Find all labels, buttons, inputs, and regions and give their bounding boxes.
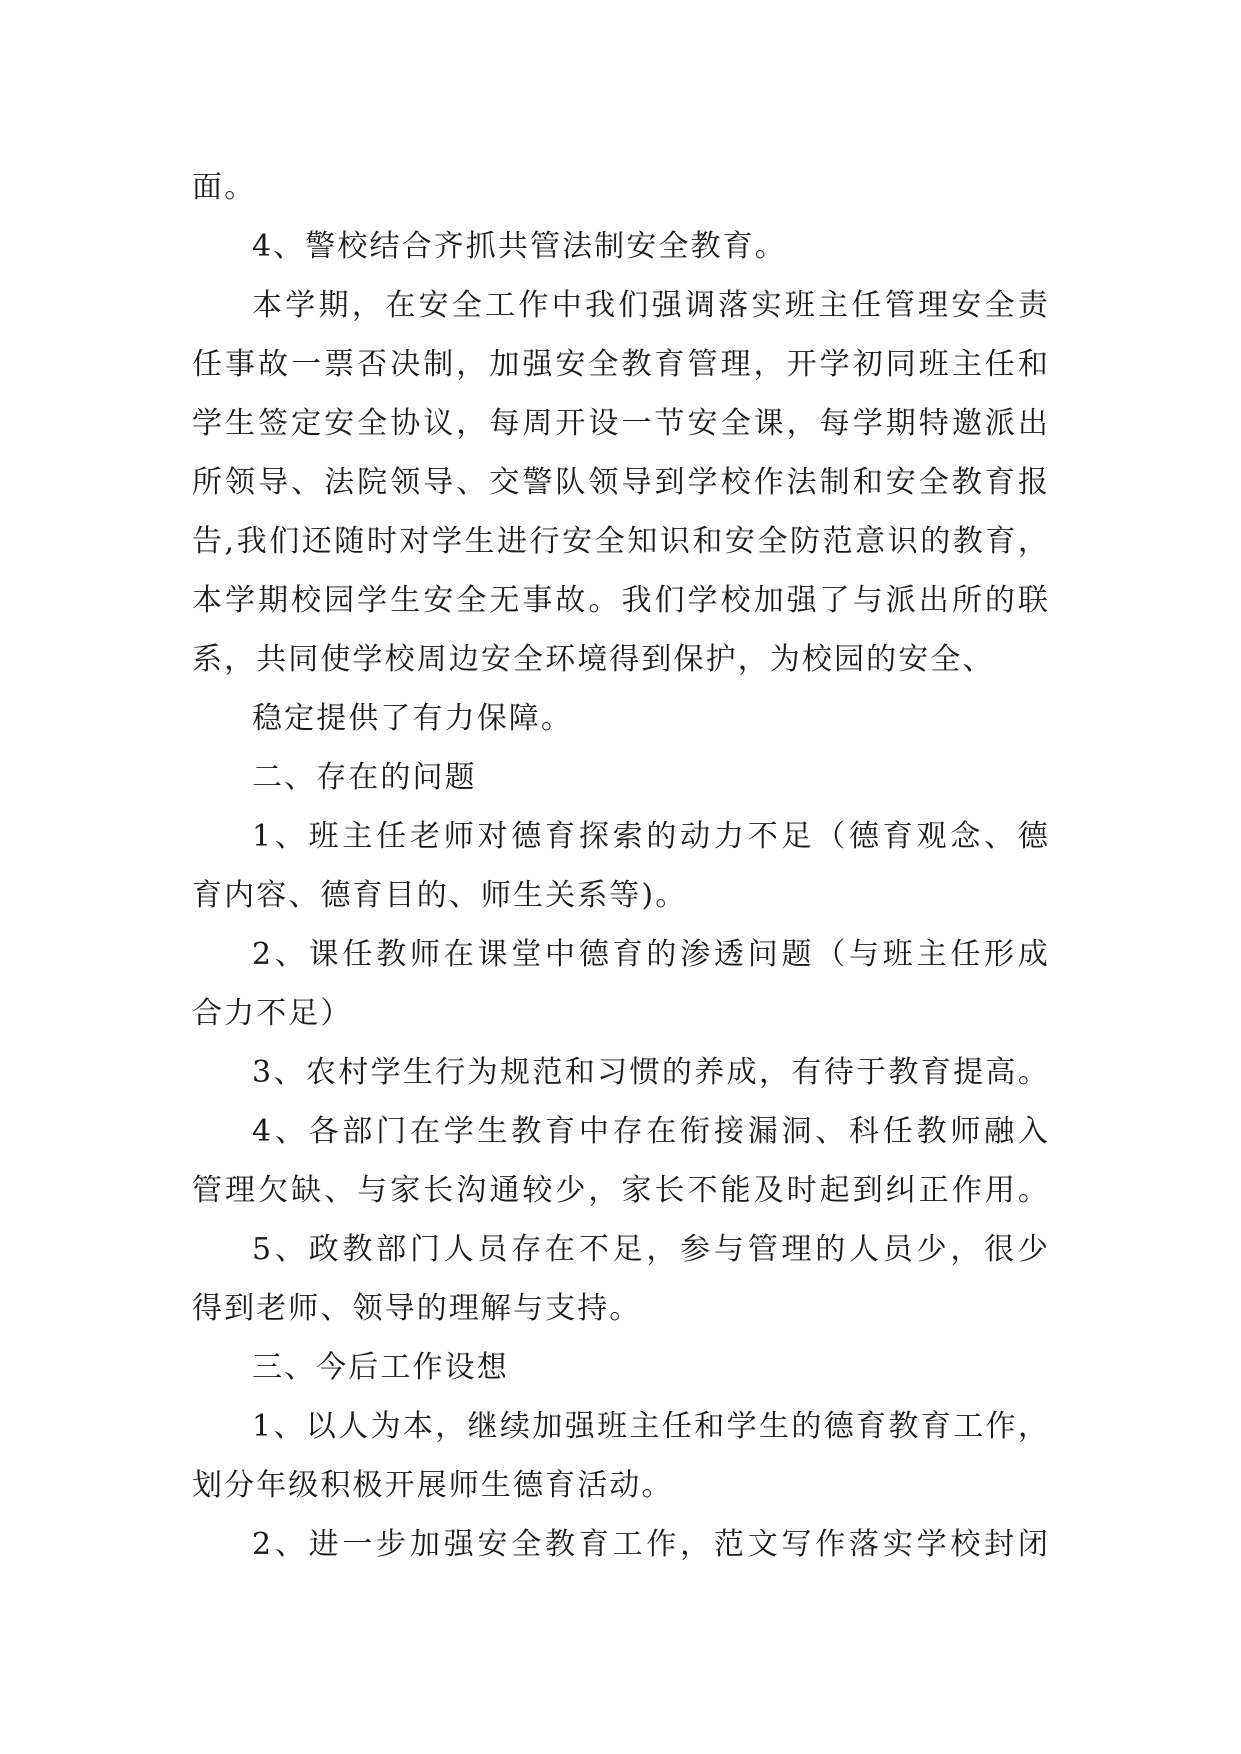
- text-line: 育内容、德育目的、师生关系等)。: [192, 878, 688, 913]
- text-line: 学生签定安全协议，每周开设一节安全课，每学期特邀派出: [192, 406, 1050, 441]
- section-heading: 二、存在的问题: [252, 760, 477, 795]
- text-line: 1、以人为本，继续加强班主任和学生的德育教育工作，: [252, 1409, 1050, 1444]
- text-line: 2、课任教师在课堂中德育的渗透问题（与班主任形成: [252, 937, 1050, 972]
- text-line: 1、班主任老师对德育探索的动力不足（德育观念、德: [252, 819, 1050, 854]
- text-line: 3、农村学生行为规范和习惯的养成，有待于教育提高。: [252, 1055, 1050, 1090]
- text-line: 得到老师、领导的理解与支持。: [192, 1291, 642, 1326]
- text-line: 系，共同使学校周边安全环境得到保护，为校园的安全、: [192, 642, 995, 677]
- section-heading: 三、今后工作设想: [252, 1350, 509, 1385]
- text-line: 4、警校结合齐抓共管法制安全教育。: [252, 229, 787, 264]
- text-line: 合力不足）: [192, 996, 353, 1031]
- text-line: 本学期，在安全工作中我们强调落实班主任管理安全责: [252, 288, 1050, 323]
- text-line: 稳定提供了有力保障。: [252, 701, 573, 736]
- text-line: 2、进一步加强安全教育工作，范文写作落实学校封闭: [252, 1527, 1050, 1562]
- document-body: [192, 158, 1050, 1574]
- text-line: 告,我们还随时对学生进行安全知识和安全防范意识的教育，: [192, 524, 1050, 559]
- text-line: 面。: [192, 170, 257, 205]
- text-line: 任事故一票否决制，加强安全教育管理，开学初同班主任和: [192, 347, 1050, 382]
- text-line: 本学期校园学生安全无事故。我们学校加强了与派出所的联: [192, 583, 1050, 618]
- text-line: 4、各部门在学生教育中存在衔接漏洞、科任教师融入: [252, 1114, 1050, 1149]
- text-line: 管理欠缺、与家长沟通较少，家长不能及时起到纠正作用。: [192, 1173, 1050, 1208]
- text-line: 所领导、法院领导、交警队领导到学校作法制和安全教育报: [192, 465, 1050, 500]
- text-line: 划分年级积极开展师生德育活动。: [192, 1468, 674, 1503]
- text-line: 5、政教部门人员存在不足，参与管理的人员少，很少: [252, 1232, 1050, 1267]
